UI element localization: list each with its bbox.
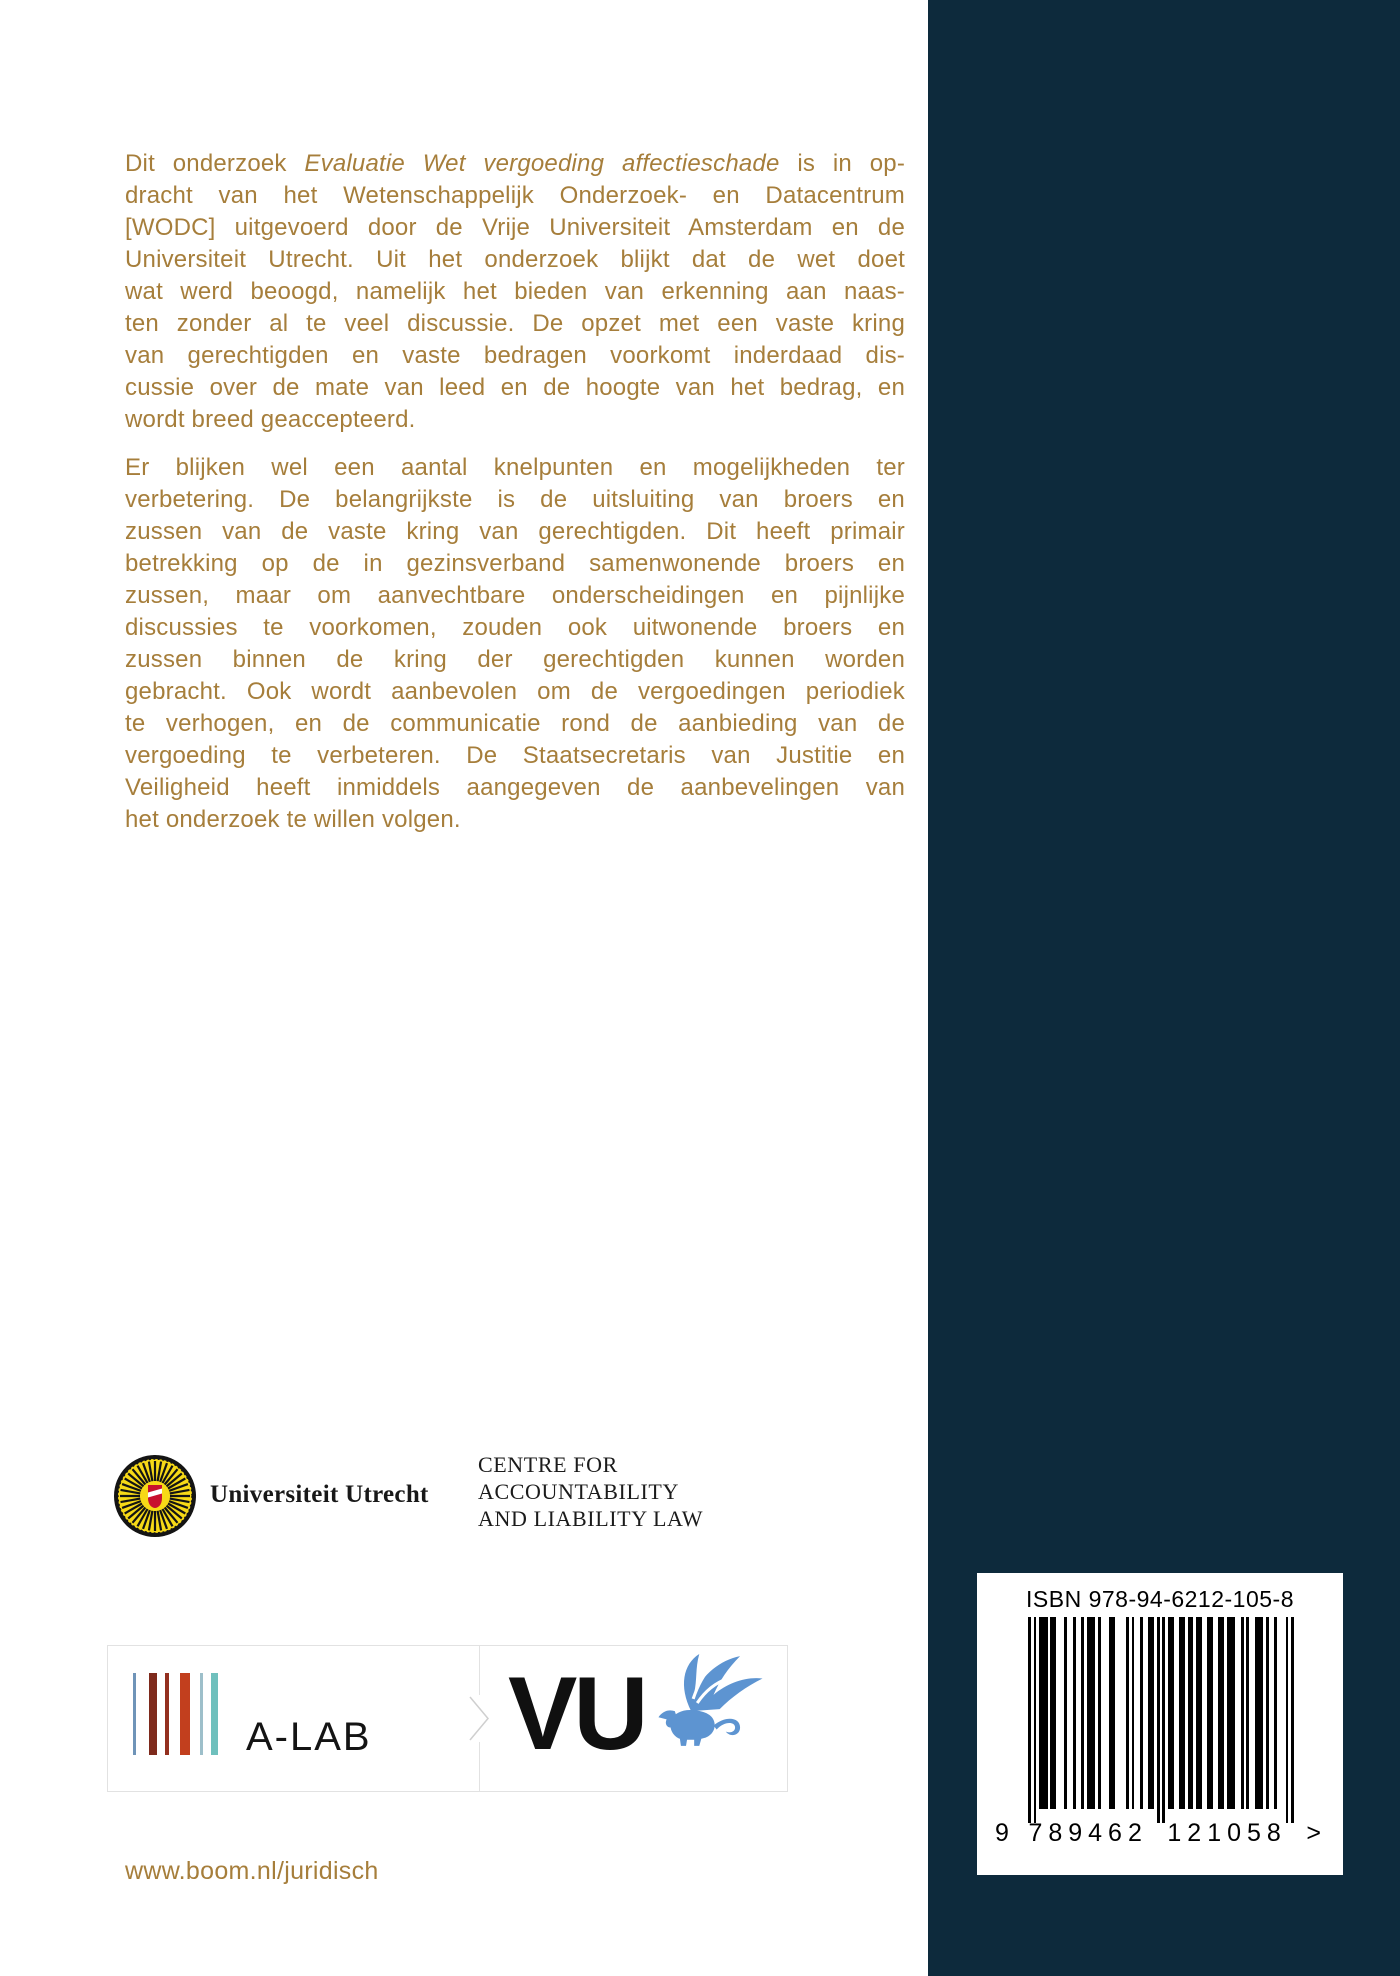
isbn-barcode-box	[977, 1573, 1343, 1875]
universiteit-utrecht-wordmark: Universiteit Utrecht	[210, 1481, 429, 1508]
vu-logo-card	[479, 1645, 788, 1792]
barcode-digit-group-1: 789462	[1028, 1819, 1148, 1847]
universiteit-utrecht-logo-icon	[113, 1454, 197, 1538]
blurb-paragraph-1: Dit onderzoek Evaluatie Wet vergoeding affectieschade is in op- dracht van het Wetenschappelijk Onderzoek- en Datacentrum [WODC] uitgevoerd door de Vrije Universiteit Amsterdam en de Universiteit Utrecht. Uit het onderzoek blijkt dat de wet doet wat werd beoogd, namelijk het bieden van erkenning aan naas- ten zonder al te veel discussie. De opzet met een vaste kring van gerechtigden en vaste bedragen voorkomt inderdaad dis- cussie over de mate van leed en de hoogte van het bedrag, en wordt breed geaccepteerd.	[125, 150, 906, 433]
vu-griffin-icon	[652, 1652, 770, 1754]
blurb-text-block	[125, 148, 905, 836]
publisher-url: www.boom.nl/juridisch	[125, 1857, 379, 1885]
alab-wordmark: A-LAB	[246, 1715, 372, 1759]
vu-wordmark: VU	[508, 1656, 645, 1772]
isbn-number: ISBN 978-94-6212-105-8	[1026, 1586, 1294, 1612]
barcode-digits	[995, 1819, 1321, 1848]
barcode-digit-lead: 9	[995, 1819, 1009, 1847]
barcode-chevron: >	[1306, 1819, 1321, 1847]
alab-bars-icon	[133, 1673, 225, 1755]
barcode-digit-group-2: 121058	[1167, 1819, 1287, 1847]
chevron-right-icon	[467, 1695, 492, 1742]
blurb-paragraph-2: Er blijken wel een aantal knelpunten en mogelijkheden ter verbetering. De belangrijkste is de uitsluiting van broers en zussen van de vaste kring van gerechtigden. Dit heeft primair betrekking op de in gezinsverband samenwonende broers en zussen, maar om aanvechtbare onderscheidingen en pijnlijke discussies te voorkomen, zouden ook uitwonende broers en zussen binnen de kring der gerechtigden kunnen worden gebracht. Ook wordt aanbevolen om de vergoedingen periodiek te verhogen, en de communicatie rond de aanbieding van de vergoeding te verbeteren. De Staatsecretaris van Justitie en Veiligheid heeft inmiddels aangegeven de aanbevelingen van het onderzoek te willen volgen.	[125, 454, 905, 833]
call-wordmark: CENTRE FOR ACCOUNTABILITY AND LIABILITY LAW	[478, 1452, 704, 1531]
alab-logo-card	[107, 1645, 481, 1792]
barcode-icon	[1028, 1617, 1294, 1823]
